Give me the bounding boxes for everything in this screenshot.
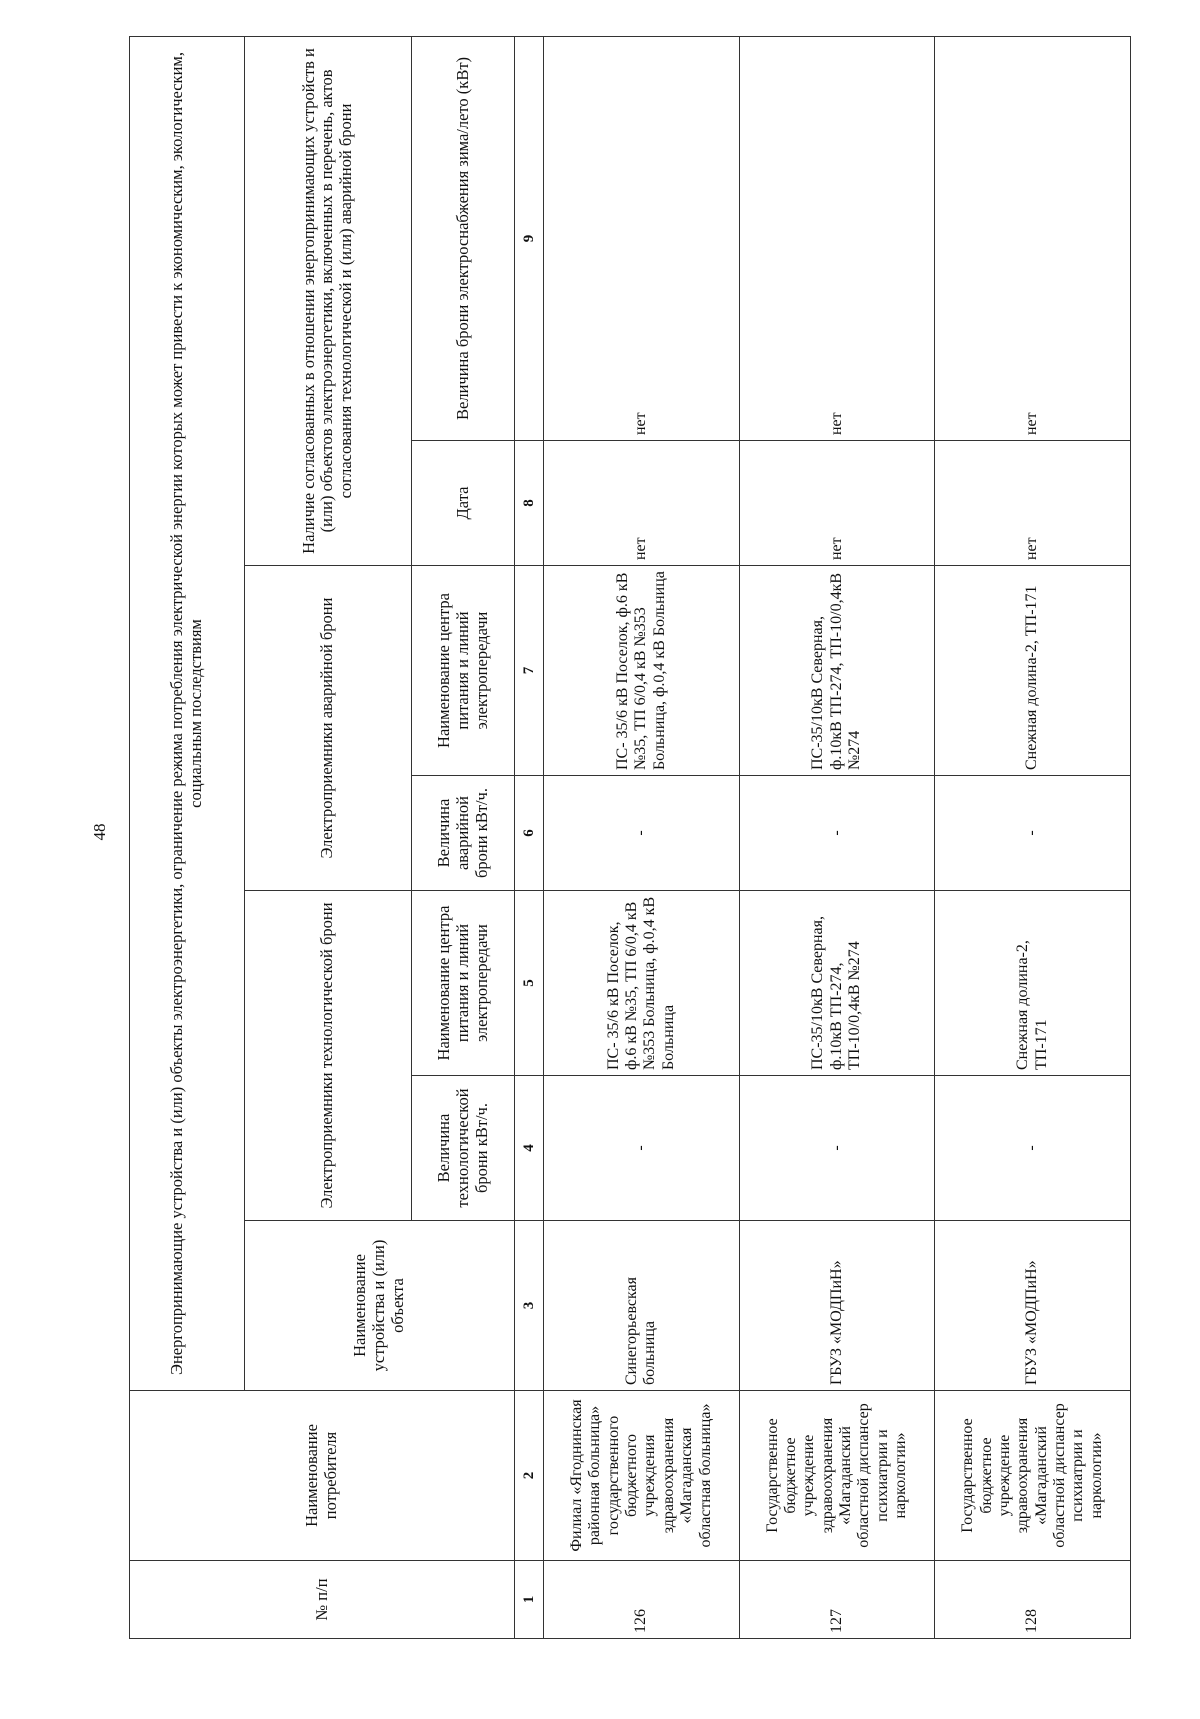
- column-number: 2: [515, 1391, 544, 1561]
- header-tech-group: Электроприемники технологической брони: [245, 891, 412, 1221]
- reserve-value: нет: [935, 36, 1131, 440]
- tech-center: ПС-35/10кВ Северная, ф.10кВ ТП-274, ТП-10/0,4кВ №274: [739, 891, 935, 1076]
- row-number: 126: [544, 1561, 740, 1639]
- tech-value: -: [544, 1076, 740, 1221]
- device-name: Синегорьевская больница: [544, 1221, 740, 1391]
- agreement-date: нет: [935, 441, 1131, 566]
- table-row: [739, 36, 935, 1638]
- column-number: 7: [515, 566, 544, 776]
- avar-value: -: [739, 776, 935, 891]
- consumer-name: Государственное бюджетное учреждение здравоохранения «Магаданский областной диспансер психиатрии и наркологии»: [739, 1391, 935, 1561]
- energy-reserve-table: [129, 36, 1131, 1639]
- rotated-table-container: [129, 37, 1131, 1639]
- header-date: Дата: [411, 441, 515, 566]
- tech-center: Снежная долина-2, ТП-171: [935, 891, 1131, 1076]
- row-number: 128: [935, 1561, 1131, 1639]
- avar-center: ПС- 35/6 кВ Поселок, ф.6 кВ №35, ТП 6/0,4 кВ №353 Больница, ф.0,4 кВ Больница: [544, 566, 740, 776]
- agreement-date: нет: [739, 441, 935, 566]
- header-tech-center: Наименование центра питания и линий электропередачи: [411, 891, 515, 1076]
- avar-center: Снежная долина-2, ТП-171: [935, 566, 1131, 776]
- header-number: № п/п: [130, 1561, 515, 1639]
- column-number: 4: [515, 1076, 544, 1221]
- header-avar-value: Величина аварийной брони кВт/ч.: [411, 776, 515, 891]
- table-title: Энергопринимающие устройства и (или) объекты электроэнергетики, ограничение режима потребления электрической энергии которых может привести к экономическим, экологическим, социальным последствиям: [130, 36, 245, 1390]
- header-consumer: Наименование потребителя: [130, 1391, 515, 1561]
- avar-value: -: [935, 776, 1131, 891]
- reserve-value: нет: [739, 36, 935, 440]
- column-number: 9: [515, 36, 544, 440]
- column-numbers-row: [515, 36, 544, 1638]
- tech-value: -: [739, 1076, 935, 1221]
- table-row: [544, 36, 740, 1638]
- consumer-name: Государственное бюджетное учреждение здравоохранения «Магаданский областной диспансер психиатрии и наркологии»: [935, 1391, 1131, 1561]
- tech-value: -: [935, 1076, 1131, 1221]
- tech-center: ПС- 35/6 кВ Поселок, ф.6 кВ №35, ТП 6/0,4 кВ №353 Больница, ф.0,4 кВ Больница: [544, 891, 740, 1076]
- column-number: 5: [515, 891, 544, 1076]
- header-avar-group: Электроприемники аварийной брони: [245, 566, 412, 891]
- avar-value: -: [544, 776, 740, 891]
- page-number: 48: [90, 823, 109, 841]
- device-name: ГБУЗ «МОДПиН»: [935, 1221, 1131, 1391]
- avar-center: ПС-35/10кВ Северная, ф.10кВ ТП-274, ТП-10/0,4кВ №274: [739, 566, 935, 776]
- column-number: 6: [515, 776, 544, 891]
- header-agreement-group: Наличие согласованных в отношении энергопринимающих устройств и (или) объектов электроэнергетики, включенных в перечень, актов согласования технологической и (или) аварийной брони: [245, 36, 412, 565]
- column-number: 1: [515, 1561, 544, 1639]
- header-reserve: Величина брони электроснабжения зима/лето (кВт): [411, 36, 515, 440]
- table-row: [935, 36, 1131, 1638]
- column-number: 3: [515, 1221, 544, 1391]
- header-tech-value: Величина технологической брони кВт/ч.: [411, 1076, 515, 1221]
- header-avar-center: Наименование центра питания и линий электропередачи: [411, 566, 515, 776]
- reserve-value: нет: [544, 36, 740, 440]
- column-number: 8: [515, 441, 544, 566]
- row-number: 127: [739, 1561, 935, 1639]
- device-name: ГБУЗ «МОДПиН»: [739, 1221, 935, 1391]
- consumer-name: Филиал «Ягоднинская районная больница» государственного бюджетного учреждения здравоохранения «Магаданская областная больница»: [544, 1391, 740, 1561]
- agreement-date: нет: [544, 441, 740, 566]
- header-device: Наименование устройства и (или) объекта: [245, 1221, 515, 1391]
